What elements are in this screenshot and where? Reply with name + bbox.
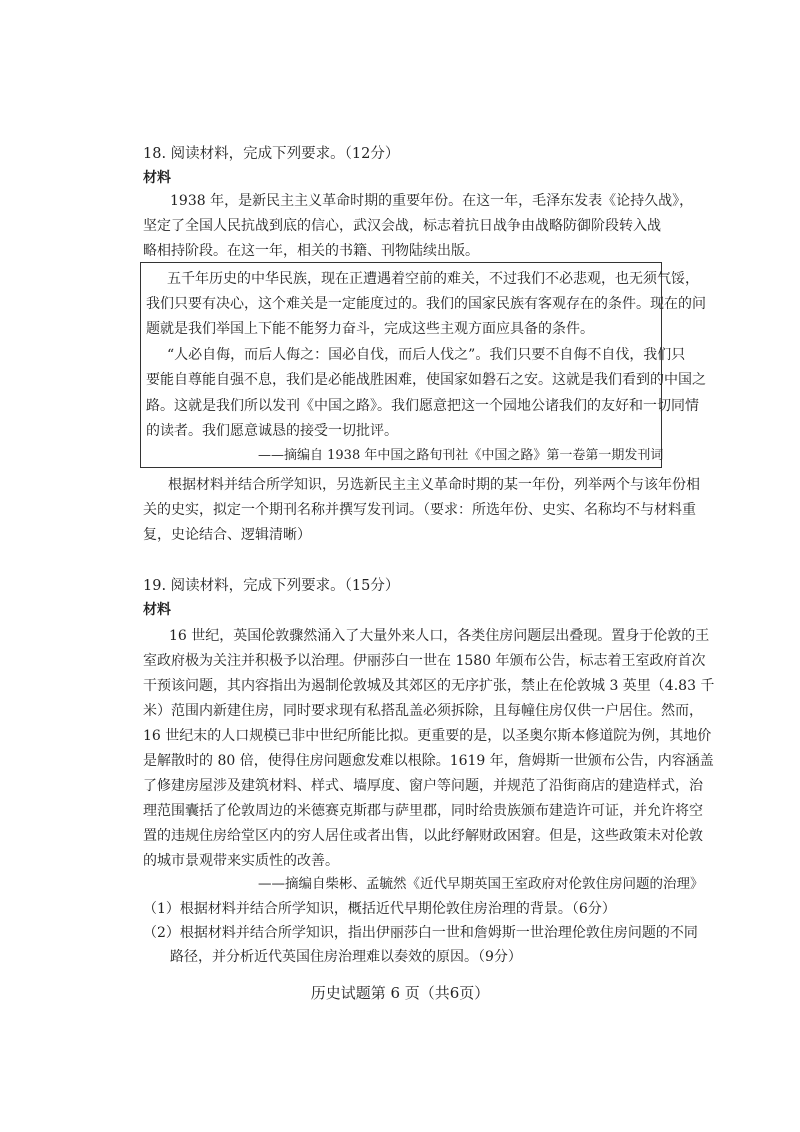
q18-task-line: 关的史实，拟定一个期刊名称并撰写发刊词。（要求：所选年份、史实、名称均不与材料重 bbox=[143, 502, 696, 518]
q19-body-line: 16 世纪末的人口规模已非中世纪所能比拟。更重要的是，以圣奥尔斯本修道院为例，其地价 bbox=[143, 728, 712, 744]
q19-body-line: 了修建房屋涉及建筑材料、样式、墙厚度、窗户等问题，并规范了沿街商店的建造样式，治 bbox=[143, 778, 703, 794]
q19-subquestion-2: （2）根据材料并结合所学知识，指出伊丽莎白一世和詹姆斯一世治理伦敦住房问题的不同 bbox=[143, 925, 698, 941]
q18-intro-line: 1938 年，是新民主主义革命时期的重要年份。在这一年，毛泽东发表《论持久战》， bbox=[170, 193, 694, 209]
q19-title: 19. 阅读材料，完成下列要求。（15分） bbox=[143, 578, 400, 594]
q19-body-line: 米）范围内新建住房，同时要求现有私搭乱盖必须拆除，且每幢住房仅供一户居住。然而， bbox=[143, 703, 703, 719]
page-footer: 历史试题第 6 页（共6页） bbox=[310, 984, 490, 1002]
q18-material-label: 材料 bbox=[143, 170, 171, 186]
q18-quote-line: 路。这就是我们所以发刊《中国之路》。我们愿意把这一个园地公诸我们的友好和一切同情 bbox=[146, 398, 699, 414]
q18-intro-line: 坚定了全国人民抗战到底的信心，武汉会战，标志着抗日战争由战略防御阶段转入战 bbox=[143, 218, 661, 234]
q19-body-line: 16 世纪，英国伦敦骤然涌入了大量外来人口，各类住房问题层出叠现。置身于伦敦的王 bbox=[169, 628, 710, 644]
q18-title: 18. 阅读材料，完成下列要求。（12分） bbox=[143, 146, 400, 162]
q19-subquestion-2: 路径，并分析近代英国住房治理难以奏效的原因。（9分） bbox=[170, 949, 522, 965]
q19-source: ——摘编自柴彬、孟毓然《近代早期英国王室政府对伦敦住房问题的治理》 bbox=[258, 876, 704, 892]
q19-body-line: 是解散时的 80 倍，使得住房问题愈发难以根除。1619 年，詹姆斯一世颁布公告，内容涵盖 bbox=[143, 753, 714, 769]
q18-quote-line: 的读者。我们愿意诚恳的接受一切批评。 bbox=[146, 423, 398, 439]
q18-task-line: 复，史论结合、逻辑清晰） bbox=[143, 527, 311, 543]
q18-quote-line: 五千年历史的中华民族，现在正遭遇着空前的难关，不过我们不必悲观，也无须气馁， bbox=[167, 271, 699, 287]
q19-body-line: 理范围囊括了伦敦周边的米德赛克斯郡与萨里郡，同时给贵族颁布建造许可证，并允许将空 bbox=[143, 803, 703, 819]
q19-subquestion-1: （1）根据材料并结合所学知识，概括近代早期伦敦住房治理的背景。（6分） bbox=[143, 901, 616, 917]
q19-body-line: 干预该问题，其内容指出为遏制伦敦城及其郊区的无序扩张，禁止在伦敦城 3 英里（4.83 千 bbox=[143, 678, 715, 694]
q18-quote-line: 要能自尊能自强不息，我们是必能战胜困难，使国家如磐石之安。这就是我们看到的中国之 bbox=[146, 372, 706, 388]
q18-quote-source: ——摘编自 1938 年中国之路旬刊社《中国之路》第一卷第一期发刊词 bbox=[258, 448, 664, 463]
q19-body-line: 室政府极为关注并积极予以治理。伊丽莎白一世在 1580 年颁布公告，标志着王室政府首次 bbox=[143, 653, 706, 669]
q18-quote-line: 题就是我们举国上下能不能努力奋斗，完成这些主观方面应具备的条件。 bbox=[146, 321, 594, 337]
q18-task-line: 根据材料并结合所学知识，另选新民主主义革命时期的某一年份，列举两个与该年份相 bbox=[168, 477, 700, 493]
q18-quote-line: 我们只要有决心，这个难关是一定能度过的。我们的国家民族有客观存在的条件。现在的问 bbox=[146, 296, 706, 312]
q19-body-line: 的城市景观带来实质性的改善。 bbox=[143, 853, 339, 869]
q18-quote-line: “人必自侮，而后人侮之：国必自伐，而后人伐之”。我们只要不自侮不自伐，我们只 bbox=[167, 347, 686, 363]
q18-intro-line: 略相持阶段。在这一年，相关的书籍、刊物陆续出版。 bbox=[143, 243, 479, 259]
q19-material-label: 材料 bbox=[143, 602, 171, 618]
q19-body-line: 置的违规住房给堂区内的穷人居住或者出售，以此纾解财政困窘。但是，这些政策未对伦敦 bbox=[143, 828, 703, 844]
